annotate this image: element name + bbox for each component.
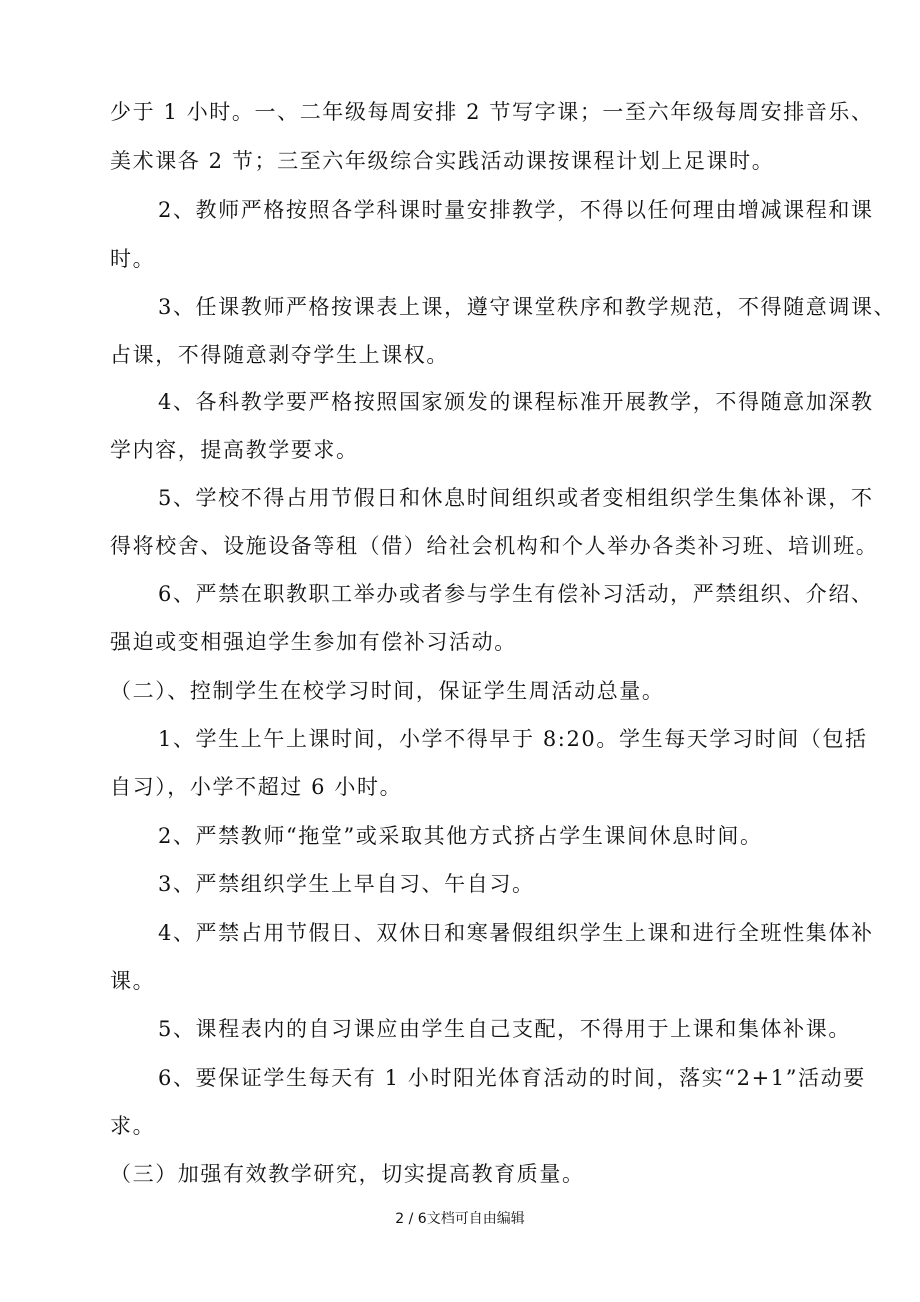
text-line: 3、严禁组织学生上早自习、午自习。: [158, 872, 535, 896]
text-line: 2、教师严格按照各学科课时量安排教学，不得以任何理由增减课程和课: [158, 198, 874, 222]
text-line: 1、学生上午上课时间，小学不得早于 8:20。学生每天学习时间（包括: [158, 727, 868, 751]
text-line: 占课，不得随意剥夺学生上课权。: [110, 343, 449, 367]
text-line: 5、课程表内的自习课应由学生自己支配，不得用于上课和集体补课。: [158, 1017, 851, 1041]
text-line: 少于 1 小时。一、二年级每周安排 2 节写字课；一至六年级每周安排音乐、: [110, 100, 874, 124]
text-line: 美术课各 2 节；三至六年级综合实践活动课按课程计划上足课时。: [110, 149, 775, 173]
text-line: 2、严禁教师“拖堂”或采取其他方式挤占学生课间休息时间。: [158, 824, 763, 848]
text-line: 3、任课教师严格按课表上课，遵守课堂秩序和教学规范，不得随意调课、: [158, 295, 897, 319]
text-line: 6、严禁在职教职工举办或者参与学生有偿补习活动，严禁组织、介绍、: [158, 582, 874, 606]
section-heading: （二）、控制学生在校学习时间，保证学生周活动总量。: [110, 679, 665, 703]
text-line: 6、要保证学生每天有 1 小时阳光体育活动的时间，落实“2+1”活动要: [158, 1066, 866, 1090]
text-line: 强迫或变相强迫学生参加有偿补习活动。: [110, 630, 517, 654]
text-line: 4、各科教学要严格按照国家颁发的课程标准开展教学，不得随意加深教: [158, 390, 874, 414]
page-footer: 2 / 6文档可自由编辑: [395, 1211, 525, 1227]
section-heading: （三）加强有效教学研究，切实提高教育质量。: [110, 1162, 585, 1186]
text-line: 学内容，提高教学要求。: [110, 438, 359, 462]
text-line: 课。: [110, 969, 156, 993]
text-line: 时。: [110, 247, 156, 271]
text-line: 求。: [110, 1114, 156, 1138]
text-line: 5、学校不得占用节假日和休息时间组织或者变相组织学生集体补课，不: [158, 486, 874, 510]
text-line: 自习），小学不超过 6 小时。: [110, 775, 403, 799]
text-line: 得将校舍、设施设备等租（借）给社会机构和个人举办各类补习班、培训班。: [110, 534, 879, 558]
text-line: 4、严禁占用节假日、双休日和寒暑假组织学生上课和进行全班性集体补: [158, 921, 874, 945]
